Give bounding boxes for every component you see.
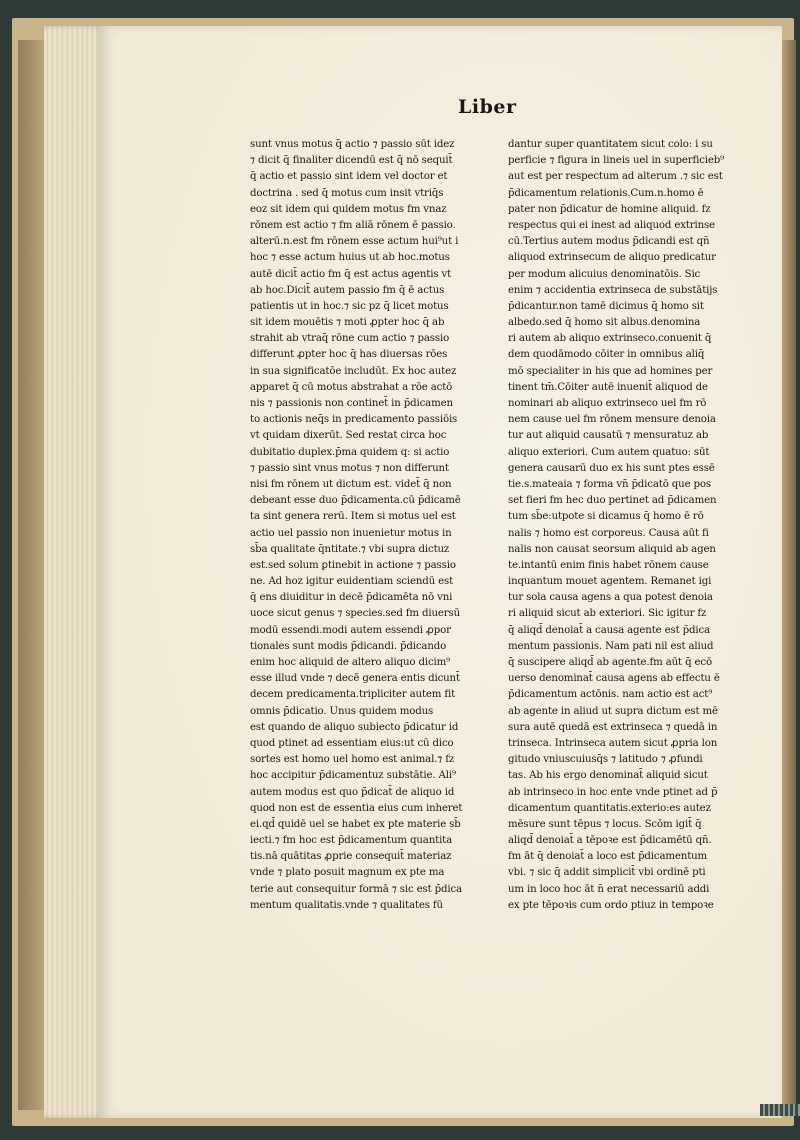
text-line: ri aliquid sicut ab exteriori. Sic igitur fz — [508, 608, 707, 620]
text-line: inquantum mouet agentem. Remanet igi — [508, 576, 712, 588]
text-line: dantur super quantitatem sicut colo: i su — [508, 139, 713, 150]
text-line: quod non est de essentia eius cum inheret — [250, 802, 463, 814]
text-line: sura autē quedā est extrinseca ⁊ quedā in — [508, 721, 718, 733]
text-line: per modum alicuius denominatōis. Sic — [508, 268, 701, 280]
text-line: terie aut consequitur formā ⁊ sic est p̄dica — [250, 883, 462, 895]
text-line: hoc ⁊ esse actum huius ut ab hoc.motus — [250, 252, 450, 264]
text-line: q̄ ens diuiditur in decē p̄dicamēta nō vni — [250, 592, 453, 604]
text-line: set fieri fm hec duo pertinet ad p̄dicamen — [508, 495, 717, 507]
text-line: sortes est homo uel homo est animal.⁊ fz — [250, 754, 455, 766]
page-edges — [44, 26, 104, 1118]
text-line: nominari ab aliquo extrinseco uel fm rō — [508, 398, 707, 409]
cover-edge — [18, 40, 44, 1110]
text-line: perficie ⁊ figura in lineis uel in superficieb⁹ — [508, 155, 725, 167]
text-line: debeant esse duo p̄dicamenta.cū p̄dicamē — [250, 495, 461, 507]
text-line: mentum passionis. Nam pati nil est aliud — [508, 640, 714, 652]
text-line: omnis p̄dicatio. Unus quidem modus — [250, 705, 434, 717]
text-line: enim hoc aliquid de altero aliquo dicim⁹ — [250, 657, 451, 668]
text-line: p̄dicamentum actōnis. nam actio est act⁹ — [508, 689, 713, 701]
text-line: dem quodāmodo cōiter in omnibus aliq̄ — [508, 349, 705, 361]
text-line: tas. Ab his ergo denominat̄ aliquid sicut — [508, 770, 708, 782]
text-line: hoc accipitur p̄dicamentuz substātie. Ali⁹ — [250, 770, 456, 782]
text-line: to actionis neq̄s in predicamento passiōis — [250, 414, 458, 426]
text-line: vbi. ⁊ sic q̄ addit simplicit̄ vbi ordinē pti — [508, 867, 706, 879]
text-line: eoz sit idem qui quidem motus fm vnaz — [250, 203, 447, 215]
text-line: p̄dicantur.non tamē dicimus q̄ homo sit — [508, 300, 704, 312]
text-line: quod ptinet ad essentiam eius:ut cū dico — [250, 737, 454, 749]
text-line: sb̄a qualitate q̄ntitate.⁊ vbi supra dictuz — [250, 543, 450, 555]
text-line: ex pte tēpoꝛis cum ordo ptiuz in tempoꝛe — [508, 899, 714, 911]
text-line: um in loco hoc āt n̄ erat necessariū addi — [508, 883, 710, 895]
text-line: tinent tm̄.Cōiter autē inuenit̄ aliquod de — [508, 381, 708, 393]
text-line: aliqd̄ denoiat̄ a tēpoꝛe est p̄dicamētū qn̄. — [508, 835, 712, 847]
text-line: ab agente in aliud ut supra dictum est mē — [508, 705, 718, 717]
text-line: genera causarū duo ex his sunt ptes essē — [508, 462, 715, 474]
text-line: autē dicit̄ actio fm q̄ est actus agentis vt — [250, 268, 452, 280]
text-line: ab hoc.Dicit̄ autem passio fm q̄ ē actus — [250, 284, 445, 296]
text-line: aliquod extrinsecum de aliquo predicatur — [508, 252, 716, 264]
text-line: est.sed solum ꝑtinebit in actione ⁊ passio — [250, 559, 456, 571]
text-line: vnde ⁊ plato posuit magnum ex pte ma — [250, 867, 445, 879]
text-line: dicamentum quantitatis.exterio:es autez — [508, 802, 711, 814]
text-line: pater non p̄dicatur de homine aliquid. fz — [508, 203, 711, 215]
text-line: alterū.n.est fm rōnem esse actum hui⁹ut i — [250, 236, 459, 248]
text-line: cū.Tertius autem modus p̄dicandi est qn̄ — [508, 236, 710, 248]
text-line: aliquo exteriori. Cum autem quatuo: sūt — [508, 446, 710, 458]
text-line: tie.s.mateaia ⁊ forma vn̄ p̄dicatō que pos — [508, 478, 711, 490]
text-line: est quando de aliquo subiecto p̄dicatur id — [250, 721, 459, 733]
text-line: esse illud vnde ⁊ decē genera entis dicunt̄ — [250, 673, 460, 685]
text-line: sunt vnus motus q̄ actio ⁊ passio sūt idez — [250, 139, 455, 150]
text-line: uerso denominat̄ causa agens ab effectu ē — [508, 673, 720, 685]
right-text-column — [508, 137, 742, 914]
text-line: te.intantū enim finis habet rōnem cause — [508, 559, 709, 571]
text-line: aut est per respectum ad alterum .⁊ sic est — [508, 171, 723, 183]
text-line: doctrina . sed q̄ motus cum insit vtriq̄s — [250, 187, 444, 199]
text-line: albedo.sed q̄ homo sit albus.denomina — [508, 317, 701, 329]
color-strip — [760, 1104, 800, 1116]
text-line: mēsure sunt tēpus ⁊ locus. Scōm igit̄ q̄ — [508, 818, 702, 830]
text-line: nalis non causat seorsum aliquid ab agen — [508, 543, 716, 555]
text-line: in sua significatōe includūt. Ex hoc autez — [250, 365, 457, 377]
text-line: actio uel passio non inuenietur motus in — [250, 527, 452, 539]
text-line: ta sint genera rerū. Item si motus uel est — [250, 511, 456, 523]
text-line: ⁊ passio sint vnus motus ⁊ non differunt — [250, 462, 449, 474]
text-line: tur sola causa agens a qua potest denoia — [508, 592, 713, 604]
text-line: tis.nā quātitas ꝓprie consequit̄ materiaz — [250, 851, 452, 863]
text-line: p̄dicamentum relationis.Cum.n.homo ē — [508, 187, 704, 199]
text-line: fm āt q̄ denoiat̄ a loco est p̄dicamentum — [508, 851, 708, 863]
text-line: gitudo vniuscuiusq̄s ⁊ latitudo ⁊ ꝓfundi — [508, 754, 703, 766]
text-line: tum sb̄e:utpote si dicamus q̄ homo ē rō — [508, 511, 704, 523]
text-line: strahit ab vtraq̄ rōne cum actio ⁊ passio — [250, 333, 450, 345]
text-line: trinseca. Intrinseca autem sicut ꝓpria lon — [508, 737, 718, 749]
text-line: rōnem est actio ⁊ fm aliā rōnem ē passio. — [250, 219, 456, 231]
text-line: sit idem mouētis ⁊ moti ꝓpter hoc q̄ ab — [250, 317, 445, 329]
text-line: nisi fm rōnem ut dictum est. videt̄ q̄ non — [250, 478, 452, 490]
text-line: mentum qualitatis.vnde ⁊ qualitates fū — [250, 899, 443, 911]
text-line: differunt ꝓpter hoc q̄ has diuersas rōes — [250, 349, 448, 361]
text-line: ab intrinseco in hoc ente vnde ptinet ad p̄ — [508, 786, 718, 798]
text-line: ei.qd̄ quidē uel se habet ex pte materie sb̄ — [250, 818, 461, 830]
text-line: dubitatio duplex.p̄ma quidem q: si actio — [250, 446, 450, 458]
text-line: uoce sicut genus ⁊ species.sed fm diuersū — [250, 608, 460, 620]
text-line: nem cause uel fm rōnem mensure denoia — [508, 414, 716, 426]
text-line: patientis ut in hoc.⁊ sic pz q̄ licet motus — [250, 300, 449, 312]
text-line: enim ⁊ accidentia extrinseca de substātijs — [508, 284, 718, 296]
text-line: ne. Ad hoz igitur euidentiam sciendū est — [250, 576, 454, 588]
text-line: q̄ suscipere aliqd̄ ab agente.fm aūt q̄ ecō — [508, 657, 712, 668]
left-text-column — [250, 137, 484, 914]
text-line: ⁊ dicit q̄ finaliter dicendū est q̄ nō sequit̄ — [250, 155, 453, 167]
text-line: q̄ aliqd̄ denoiat̄ a causa agente est p̄dica — [508, 624, 710, 636]
text-line: respectus qui ei inest ad aliquod extrinse — [508, 219, 715, 231]
running-head: Liber — [458, 96, 517, 118]
text-line: mō specialiter in his que ad homines per — [508, 365, 713, 377]
text-line: nis ⁊ passionis non continet̄ in p̄dicamen — [250, 398, 453, 409]
right-cover-edge — [782, 40, 796, 1110]
text-line: tionales sunt modis p̄dicandi. p̄dicando — [250, 640, 447, 652]
text-line: ri autem ab aliquo extrinseco.conuenit q̄ — [508, 333, 712, 345]
text-line: tur aut aliquid causatū ⁊ mensuratuz ab — [508, 430, 709, 442]
text-line: apparet q̄ cū motus abstrahat a rōe actō — [250, 381, 453, 393]
text-line: iecti.⁊ fm hoc est p̄dicamentum quantita — [250, 835, 453, 847]
text-line: nalis ⁊ homo est corporeus. Causa aūt fi — [508, 527, 709, 539]
text-line: vt quidam dixerūt. Sed restat circa hoc — [250, 430, 447, 442]
text-line: autem modus est quo p̄dicat̄ de aliquo id — [250, 786, 455, 798]
text-line: modū essendi.modi autem essendi ꝓpor — [250, 624, 451, 636]
text-line: decem predicamenta.tripliciter autem fit — [250, 689, 456, 701]
text-line: q̄ actio et passio sint idem vel doctor et — [250, 171, 448, 183]
